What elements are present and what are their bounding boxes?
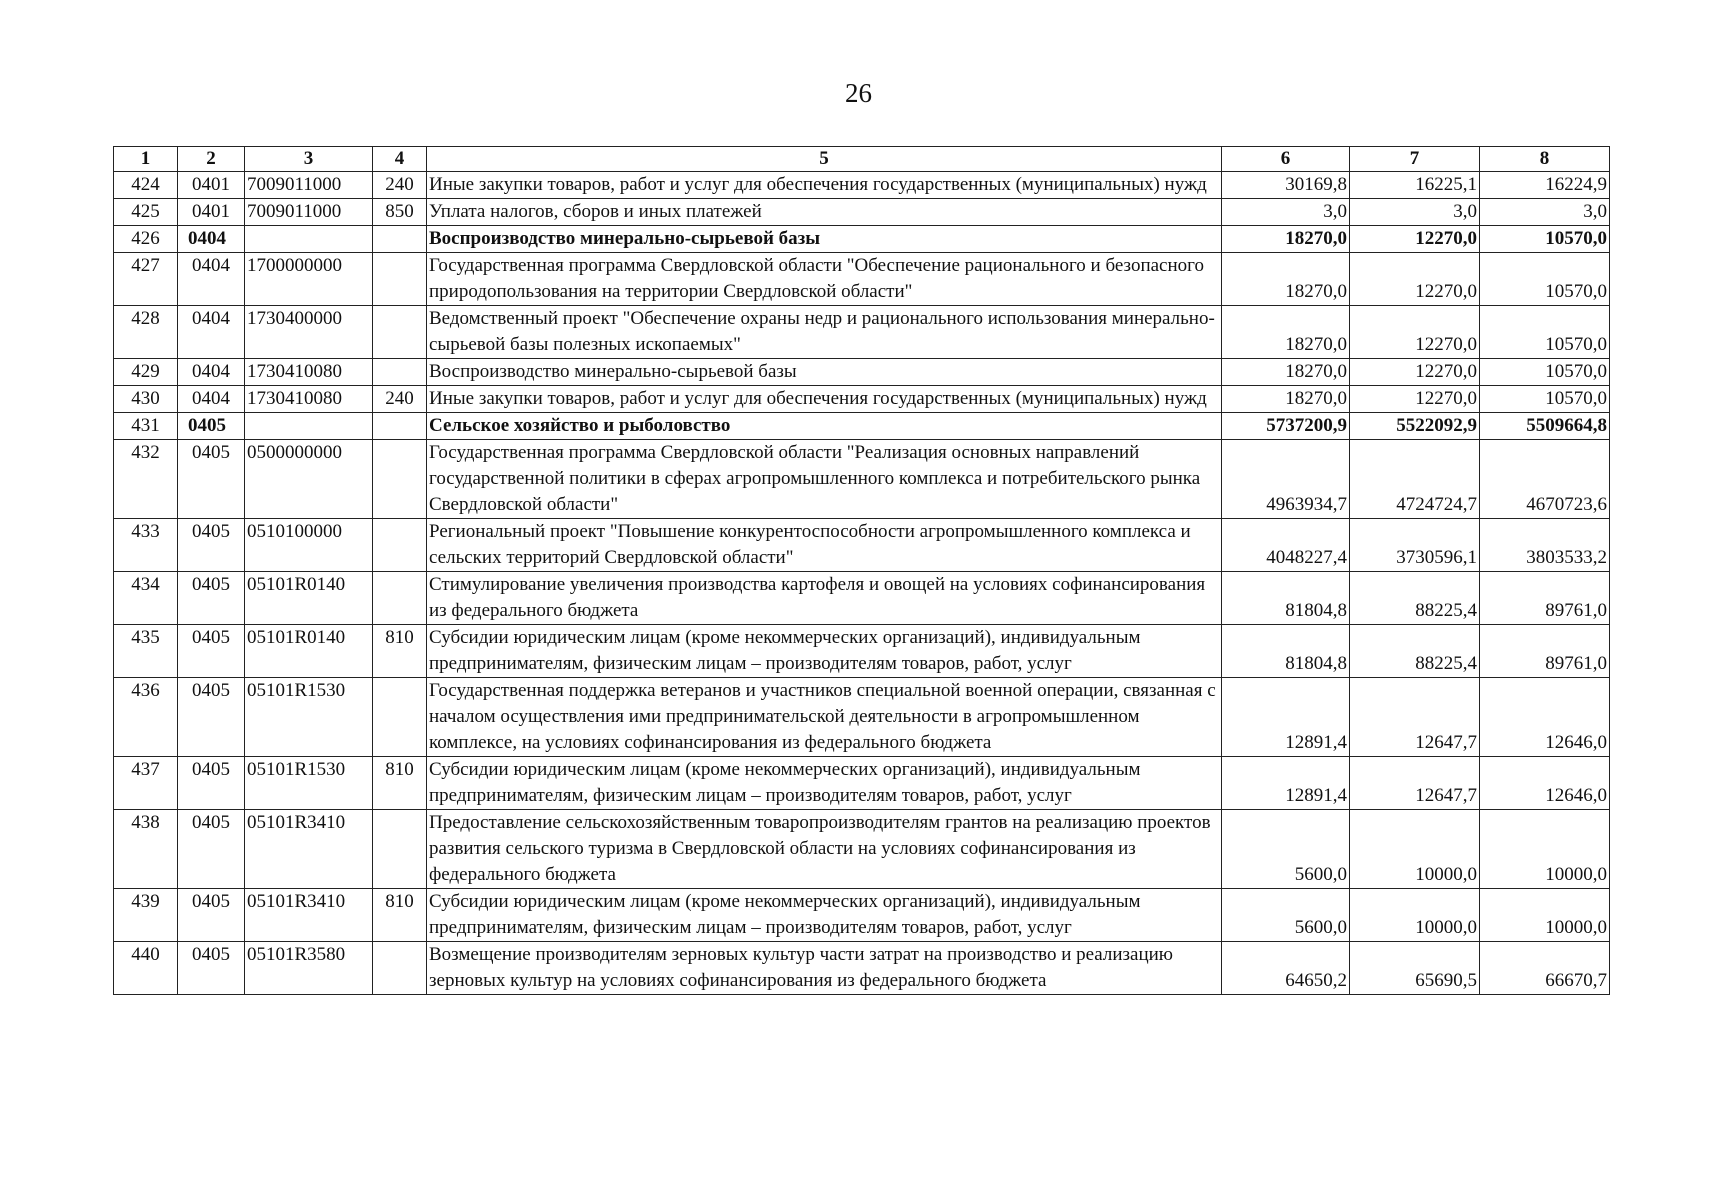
item-description: Субсидии юридическим лицам (кроме некоммерческих организаций), индивидуальным предпринимателям, физическим лицам – производителям товаров, работ, услуг bbox=[427, 889, 1222, 942]
item-description: Сельское хозяйство и рыболовство bbox=[427, 413, 1222, 440]
amount-col-6: 30169,8 bbox=[1222, 172, 1350, 199]
header-col-4: 4 bbox=[373, 147, 427, 172]
header-col-1: 1 bbox=[114, 147, 178, 172]
section-code: 0405 bbox=[178, 519, 245, 572]
expense-type-code bbox=[373, 678, 427, 757]
amount-col-7: 5522092,9 bbox=[1350, 413, 1480, 440]
target-article-code: 05101R0140 bbox=[245, 625, 373, 678]
amount-col-8: 10570,0 bbox=[1480, 359, 1610, 386]
section-code: 0404 bbox=[178, 359, 245, 386]
amount-col-8: 66670,7 bbox=[1480, 942, 1610, 995]
target-article-code: 05101R1530 bbox=[245, 757, 373, 810]
row-number: 425 bbox=[114, 199, 178, 226]
item-description: Ведомственный проект "Обеспечение охраны недр и рационального использования минерально-сырьевой базы полезных ископаемых" bbox=[427, 306, 1222, 359]
target-article-code: 7009011000 bbox=[245, 199, 373, 226]
section-code: 0404 bbox=[178, 226, 245, 253]
table-row bbox=[114, 519, 1610, 572]
header-col-2: 2 bbox=[178, 147, 245, 172]
amount-col-6: 4963934,7 bbox=[1222, 440, 1350, 519]
amount-col-7: 4724724,7 bbox=[1350, 440, 1480, 519]
row-number: 427 bbox=[114, 253, 178, 306]
expense-type-code: 810 bbox=[373, 889, 427, 942]
expense-type-code bbox=[373, 810, 427, 889]
amount-col-6: 3,0 bbox=[1222, 199, 1350, 226]
table-row bbox=[114, 625, 1610, 678]
row-number: 435 bbox=[114, 625, 178, 678]
amount-col-6: 5600,0 bbox=[1222, 810, 1350, 889]
section-code: 0405 bbox=[178, 413, 245, 440]
header-col-3: 3 bbox=[245, 147, 373, 172]
amount-col-8: 10570,0 bbox=[1480, 386, 1610, 413]
table-row bbox=[114, 810, 1610, 889]
amount-col-6: 12891,4 bbox=[1222, 678, 1350, 757]
target-article-code bbox=[245, 413, 373, 440]
table-body bbox=[114, 172, 1610, 995]
row-number: 438 bbox=[114, 810, 178, 889]
item-description: Возмещение производителям зерновых культур части затрат на производство и реализацию зерновых культур на условиях софинансирования из федерального бюджета bbox=[427, 942, 1222, 995]
table-row bbox=[114, 172, 1610, 199]
expense-type-code: 240 bbox=[373, 172, 427, 199]
row-number: 428 bbox=[114, 306, 178, 359]
section-code: 0405 bbox=[178, 889, 245, 942]
item-description: Предоставление сельскохозяйственным товаропроизводителям грантов на реализацию проектов развития сельского туризма в Свердловской области на условиях софинансирования из федерального бюджета bbox=[427, 810, 1222, 889]
table-header-row bbox=[114, 147, 1610, 172]
expense-type-code bbox=[373, 253, 427, 306]
amount-col-7: 12270,0 bbox=[1350, 306, 1480, 359]
item-description: Иные закупки товаров, работ и услуг для обеспечения государственных (муниципальных) нужд bbox=[427, 386, 1222, 413]
amount-col-6: 5737200,9 bbox=[1222, 413, 1350, 440]
amount-col-6: 5600,0 bbox=[1222, 889, 1350, 942]
amount-col-6: 18270,0 bbox=[1222, 253, 1350, 306]
expense-type-code bbox=[373, 942, 427, 995]
row-number: 431 bbox=[114, 413, 178, 440]
page-number: 26 bbox=[845, 78, 872, 108]
section-code: 0405 bbox=[178, 625, 245, 678]
amount-col-8: 10570,0 bbox=[1480, 306, 1610, 359]
target-article-code: 05101R3410 bbox=[245, 889, 373, 942]
amount-col-8: 89761,0 bbox=[1480, 625, 1610, 678]
table-row bbox=[114, 889, 1610, 942]
amount-col-6: 18270,0 bbox=[1222, 226, 1350, 253]
amount-col-7: 12270,0 bbox=[1350, 226, 1480, 253]
target-article-code bbox=[245, 226, 373, 253]
amount-col-8: 5509664,8 bbox=[1480, 413, 1610, 440]
amount-col-8: 12646,0 bbox=[1480, 678, 1610, 757]
amount-col-6: 18270,0 bbox=[1222, 359, 1350, 386]
amount-col-7: 12270,0 bbox=[1350, 359, 1480, 386]
item-description: Государственная программа Свердловской области "Реализация основных направлений государственной политики в сферах агропромышленного комплекса и потребительского рынка Свердловской области" bbox=[427, 440, 1222, 519]
section-code: 0404 bbox=[178, 253, 245, 306]
item-description: Воспроизводство минерально-сырьевой базы bbox=[427, 226, 1222, 253]
amount-col-7: 10000,0 bbox=[1350, 810, 1480, 889]
item-description: Субсидии юридическим лицам (кроме некоммерческих организаций), индивидуальным предпринимателям, физическим лицам – производителям товаров, работ, услуг bbox=[427, 625, 1222, 678]
section-code: 0404 bbox=[178, 386, 245, 413]
table-row bbox=[114, 199, 1610, 226]
amount-col-7: 12270,0 bbox=[1350, 253, 1480, 306]
item-description: Иные закупки товаров, работ и услуг для обеспечения государственных (муниципальных) нужд bbox=[427, 172, 1222, 199]
section-code: 0405 bbox=[178, 757, 245, 810]
row-number: 436 bbox=[114, 678, 178, 757]
amount-col-7: 12647,7 bbox=[1350, 678, 1480, 757]
amount-col-8: 12646,0 bbox=[1480, 757, 1610, 810]
table-row bbox=[114, 757, 1610, 810]
expense-type-code bbox=[373, 413, 427, 440]
expense-type-code: 850 bbox=[373, 199, 427, 226]
table-row bbox=[114, 359, 1610, 386]
row-number: 429 bbox=[114, 359, 178, 386]
row-number: 437 bbox=[114, 757, 178, 810]
amount-col-7: 65690,5 bbox=[1350, 942, 1480, 995]
table-row bbox=[114, 942, 1610, 995]
row-number: 432 bbox=[114, 440, 178, 519]
amount-col-6: 81804,8 bbox=[1222, 625, 1350, 678]
section-code: 0405 bbox=[178, 810, 245, 889]
row-number: 424 bbox=[114, 172, 178, 199]
item-description: Государственная программа Свердловской области "Обеспечение рационального и безопасного природопользования на территории Свердловской области" bbox=[427, 253, 1222, 306]
target-article-code: 05101R1530 bbox=[245, 678, 373, 757]
table-row bbox=[114, 572, 1610, 625]
amount-col-8: 16224,9 bbox=[1480, 172, 1610, 199]
expense-type-code bbox=[373, 519, 427, 572]
amount-col-7: 10000,0 bbox=[1350, 889, 1480, 942]
row-number: 434 bbox=[114, 572, 178, 625]
amount-col-7: 3,0 bbox=[1350, 199, 1480, 226]
target-article-code: 1730410080 bbox=[245, 359, 373, 386]
target-article-code: 1730400000 bbox=[245, 306, 373, 359]
amount-col-8: 10570,0 bbox=[1480, 226, 1610, 253]
header-col-5: 5 bbox=[427, 147, 1222, 172]
header-col-6: 6 bbox=[1222, 147, 1350, 172]
amount-col-8: 10570,0 bbox=[1480, 253, 1610, 306]
section-code: 0405 bbox=[178, 678, 245, 757]
section-code: 0404 bbox=[178, 306, 245, 359]
target-article-code: 0510100000 bbox=[245, 519, 373, 572]
target-article-code: 0500000000 bbox=[245, 440, 373, 519]
expense-type-code: 240 bbox=[373, 386, 427, 413]
row-number: 433 bbox=[114, 519, 178, 572]
amount-col-8: 3,0 bbox=[1480, 199, 1610, 226]
table-row bbox=[114, 413, 1610, 440]
table-row bbox=[114, 226, 1610, 253]
expense-type-code bbox=[373, 440, 427, 519]
table-row bbox=[114, 386, 1610, 413]
amount-col-8: 89761,0 bbox=[1480, 572, 1610, 625]
header-col-8: 8 bbox=[1480, 147, 1610, 172]
table-row bbox=[114, 440, 1610, 519]
target-article-code: 7009011000 bbox=[245, 172, 373, 199]
amount-col-7: 88225,4 bbox=[1350, 625, 1480, 678]
expense-type-code: 810 bbox=[373, 757, 427, 810]
section-code: 0401 bbox=[178, 199, 245, 226]
amount-col-7: 88225,4 bbox=[1350, 572, 1480, 625]
item-description: Воспроизводство минерально-сырьевой базы bbox=[427, 359, 1222, 386]
target-article-code: 1700000000 bbox=[245, 253, 373, 306]
row-number: 440 bbox=[114, 942, 178, 995]
item-description: Субсидии юридическим лицам (кроме некоммерческих организаций), индивидуальным предпринимателям, физическим лицам – производителям товаров, работ, услуг bbox=[427, 757, 1222, 810]
table-row bbox=[114, 306, 1610, 359]
row-number: 439 bbox=[114, 889, 178, 942]
amount-col-6: 81804,8 bbox=[1222, 572, 1350, 625]
amount-col-6: 18270,0 bbox=[1222, 306, 1350, 359]
row-number: 426 bbox=[114, 226, 178, 253]
item-description: Государственная поддержка ветеранов и участников специальной военной операции, связанная с началом осуществления ими предпринимательской деятельности в агропромышленном комплексе, на условиях софинансирования из федерального бюджета bbox=[427, 678, 1222, 757]
amount-col-7: 12647,7 bbox=[1350, 757, 1480, 810]
amount-col-8: 3803533,2 bbox=[1480, 519, 1610, 572]
expense-type-code bbox=[373, 572, 427, 625]
amount-col-7: 12270,0 bbox=[1350, 386, 1480, 413]
item-description: Уплата налогов, сборов и иных платежей bbox=[427, 199, 1222, 226]
section-code: 0401 bbox=[178, 172, 245, 199]
amount-col-8: 10000,0 bbox=[1480, 889, 1610, 942]
expense-type-code bbox=[373, 226, 427, 253]
table-row bbox=[114, 678, 1610, 757]
expense-type-code bbox=[373, 359, 427, 386]
budget-table bbox=[113, 146, 1610, 995]
section-code: 0405 bbox=[178, 942, 245, 995]
amount-col-7: 3730596,1 bbox=[1350, 519, 1480, 572]
amount-col-8: 10000,0 bbox=[1480, 810, 1610, 889]
target-article-code: 05101R3580 bbox=[245, 942, 373, 995]
row-number: 430 bbox=[114, 386, 178, 413]
item-description: Стимулирование увеличения производства картофеля и овощей на условиях софинансирования из федерального бюджета bbox=[427, 572, 1222, 625]
amount-col-8: 4670723,6 bbox=[1480, 440, 1610, 519]
expense-type-code: 810 bbox=[373, 625, 427, 678]
section-code: 0405 bbox=[178, 440, 245, 519]
target-article-code: 1730410080 bbox=[245, 386, 373, 413]
amount-col-6: 64650,2 bbox=[1222, 942, 1350, 995]
amount-col-6: 12891,4 bbox=[1222, 757, 1350, 810]
target-article-code: 05101R3410 bbox=[245, 810, 373, 889]
amount-col-6: 4048227,4 bbox=[1222, 519, 1350, 572]
amount-col-7: 16225,1 bbox=[1350, 172, 1480, 199]
header-col-7: 7 bbox=[1350, 147, 1480, 172]
target-article-code: 05101R0140 bbox=[245, 572, 373, 625]
expense-type-code bbox=[373, 306, 427, 359]
section-code: 0405 bbox=[178, 572, 245, 625]
table-row bbox=[114, 253, 1610, 306]
amount-col-6: 18270,0 bbox=[1222, 386, 1350, 413]
item-description: Региональный проект "Повышение конкурентоспособности агропромышленного комплекса и сельских территорий Свердловской области" bbox=[427, 519, 1222, 572]
